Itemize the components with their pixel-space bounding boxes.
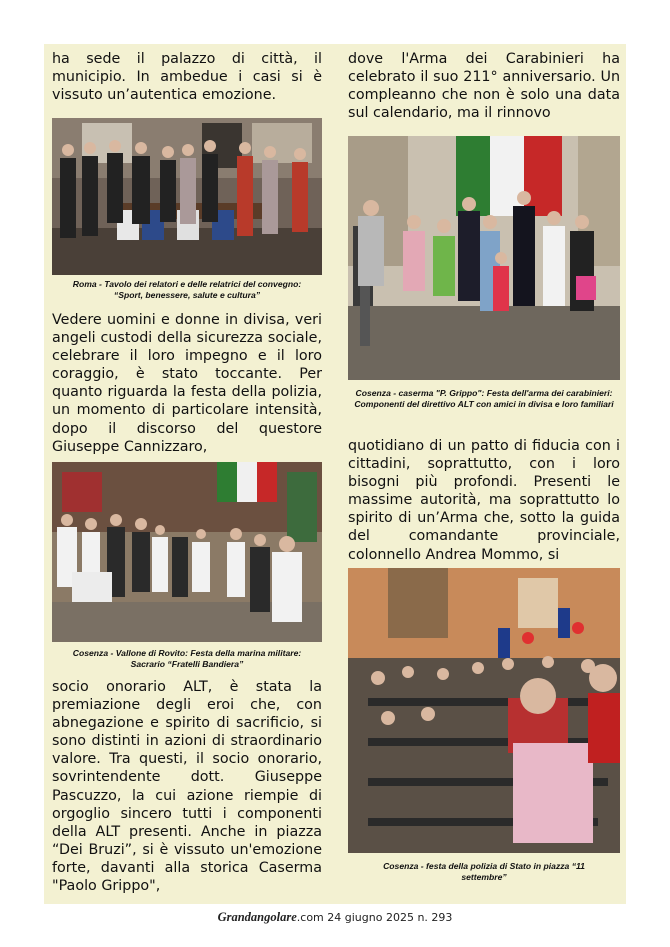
photo-caserma-grippo [348, 136, 620, 380]
photo-piazza-caption: Cosenza - festa della polizia di Stato in piazza “11 settembre” [383, 861, 585, 882]
left-paragraph-1: ha sede il palazzo di città, il municipio. In ambedue i casi si è vissuto un’autentica emozione. [52, 51, 322, 104]
footer-issue: .com 24 giugno 2025 n. 293 [296, 911, 453, 924]
photo-piazza-11-settembre [348, 568, 620, 853]
left-paragraph-3: socio onorario ALT, è stata la premiazione degli eroi che, con abnegazione e spirito di sacrificio, si sono distinti in azioni di straordinario valore. Tra questi, il socio onorario, sovrintendente dott. Giuseppe Pascuzzo, la cui azione riempie di orgoglio sincero tutti i componenti della ALT presenti. Anche in piazza “Dei Bruzi”, si è vissuto un'emozione forte, davanti alla storica Caserma "Paolo Grippo", [52, 679, 322, 895]
photo-roma-caption: Roma - Tavolo dei relatori e delle relatrici del convegno: “Sport, benessere, salute e cultura” [72, 279, 302, 300]
footer [0, 910, 670, 925]
left-paragraph-2: Vedere uomini e donne in divisa, veri angeli custodi della sicurezza sociale, celebrare il loro impegno e il loro coraggio, è stato toccante. Per quanto riguarda la festa della polizia, un momento di particolare intensità, dopo il discorso del questore Giuseppe Cannizzaro, [52, 312, 322, 455]
right-paragraph-1: dove l'Arma dei Carabinieri ha celebrato il suo 211° anniversario. Un compleanno che non è solo una data sul calendario, ma il rinnovo [348, 51, 620, 122]
photo-roma-convegno [52, 118, 322, 275]
footer-brand: Grandangolare [217, 910, 297, 924]
photo-vallone-rovito [52, 462, 322, 642]
right-paragraph-2: quotidiano di un patto di fiducia con i cittadini, soprattutto, con i loro bisogni più profondi. Presenti le massime autorità, ma soprattutto lo spirito di un’Arma che, sotto la guida del comandante provinciale, colonnello Andrea Mommo, si [348, 438, 620, 563]
photo-grippo-caption: Cosenza - caserma "P. Grippo": Festa dell'arma dei carabinieri: Componenti del direttivo ALT con amici in divisa e loro familiari [354, 388, 614, 409]
photo-vallone-caption: Cosenza - Vallone di Rovito: Festa della marina militare: Sacrario “Fratelli Bandiera” [72, 648, 302, 669]
